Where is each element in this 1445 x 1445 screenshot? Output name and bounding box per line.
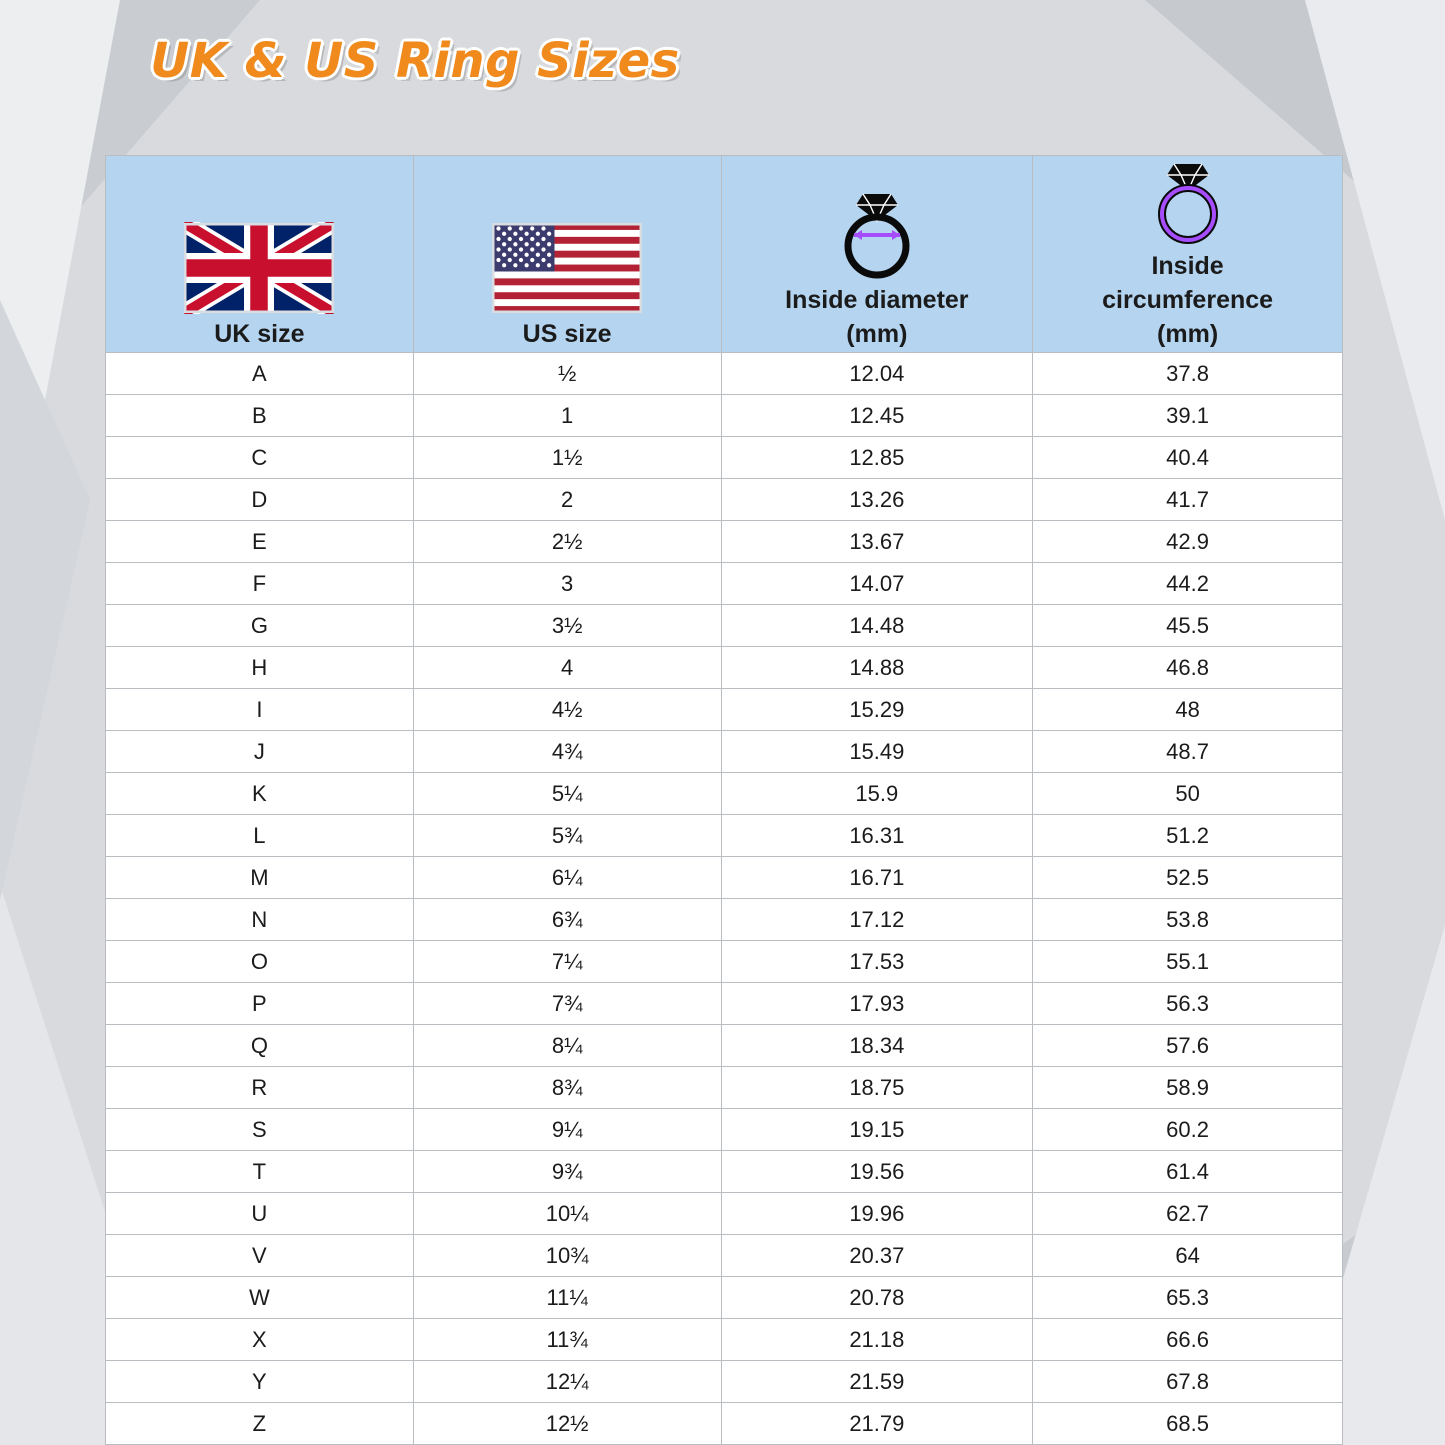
- cell-inside-circumference: 57.6: [1033, 1025, 1343, 1067]
- table-row: [106, 1361, 1343, 1403]
- table-row: [106, 1193, 1343, 1235]
- cell-inside-diameter: 16.71: [721, 857, 1033, 899]
- background-shape: [0, 300, 90, 900]
- background-shape: [0, 0, 120, 640]
- table-row: [106, 1319, 1343, 1361]
- cell-inside-diameter: 12.85: [721, 437, 1033, 479]
- cell-us-size: 2½: [413, 521, 721, 563]
- cell-inside-circumference: 64: [1033, 1235, 1343, 1277]
- cell-inside-diameter: 20.78: [721, 1277, 1033, 1319]
- page-title-text: UK & US Ring Sizes: [150, 33, 680, 89]
- table-row: [106, 521, 1343, 563]
- table-row: [106, 605, 1343, 647]
- cell-us-size: 5¾: [413, 815, 721, 857]
- cell-uk-size: A: [106, 353, 414, 395]
- cell-us-size: 4¾: [413, 731, 721, 773]
- cell-us-size: 1½: [413, 437, 721, 479]
- cell-inside-diameter: 13.67: [721, 521, 1033, 563]
- column-header-inside-circumference: [1033, 156, 1343, 353]
- ring-size-table: [105, 155, 1343, 1445]
- cell-us-size: 12½: [413, 1403, 721, 1445]
- table-row: [106, 689, 1343, 731]
- cell-inside-circumference: 68.5: [1033, 1403, 1343, 1445]
- cell-inside-diameter: 21.59: [721, 1361, 1033, 1403]
- cell-inside-circumference: 42.9: [1033, 521, 1343, 563]
- cell-inside-circumference: 53.8: [1033, 899, 1343, 941]
- cell-inside-circumference: 65.3: [1033, 1277, 1343, 1319]
- cell-inside-circumference: 58.9: [1033, 1067, 1343, 1109]
- table-row: [106, 731, 1343, 773]
- cell-uk-size: U: [106, 1193, 414, 1235]
- cell-inside-circumference: 39.1: [1033, 395, 1343, 437]
- cell-us-size: 7¾: [413, 983, 721, 1025]
- cell-inside-diameter: 15.29: [721, 689, 1033, 731]
- cell-inside-diameter: 21.79: [721, 1403, 1033, 1445]
- cell-uk-size: L: [106, 815, 414, 857]
- table-row: [106, 1067, 1343, 1109]
- cell-inside-circumference: 67.8: [1033, 1361, 1343, 1403]
- cell-inside-diameter: 16.31: [721, 815, 1033, 857]
- column-header-circumference-label-line2: circumference: [1102, 286, 1274, 314]
- cell-inside-circumference: 55.1: [1033, 941, 1343, 983]
- column-header-circumference-label-line3: (mm): [1157, 320, 1219, 348]
- cell-us-size: 7¼: [413, 941, 721, 983]
- cell-inside-circumference: 37.8: [1033, 353, 1343, 395]
- cell-inside-diameter: 17.53: [721, 941, 1033, 983]
- column-header-uk-label: UK size: [214, 320, 305, 348]
- cell-inside-circumference: 50: [1033, 773, 1343, 815]
- table-row: [106, 941, 1343, 983]
- cell-inside-diameter: 13.26: [721, 479, 1033, 521]
- cell-inside-diameter: 17.12: [721, 899, 1033, 941]
- cell-inside-circumference: 45.5: [1033, 605, 1343, 647]
- cell-inside-circumference: 41.7: [1033, 479, 1343, 521]
- cell-us-size: 4½: [413, 689, 721, 731]
- cell-uk-size: D: [106, 479, 414, 521]
- table-row: [106, 395, 1343, 437]
- cell-inside-diameter: 21.18: [721, 1319, 1033, 1361]
- cell-inside-circumference: 51.2: [1033, 815, 1343, 857]
- cell-uk-size: B: [106, 395, 414, 437]
- cell-us-size: 11¼: [413, 1277, 721, 1319]
- table-header-row: [106, 156, 1343, 353]
- table-row: [106, 815, 1343, 857]
- cell-us-size: 10¼: [413, 1193, 721, 1235]
- table-row: [106, 857, 1343, 899]
- table-row: [106, 1151, 1343, 1193]
- cell-inside-diameter: 19.56: [721, 1151, 1033, 1193]
- table-body: [106, 353, 1343, 1445]
- column-header-us-size: [413, 156, 721, 353]
- cell-uk-size: E: [106, 521, 414, 563]
- cell-inside-circumference: 60.2: [1033, 1109, 1343, 1151]
- cell-us-size: 5¼: [413, 773, 721, 815]
- cell-inside-circumference: 40.4: [1033, 437, 1343, 479]
- cell-uk-size: F: [106, 563, 414, 605]
- table-row: [106, 563, 1343, 605]
- cell-uk-size: W: [106, 1277, 414, 1319]
- cell-us-size: 12¼: [413, 1361, 721, 1403]
- cell-inside-diameter: 14.88: [721, 647, 1033, 689]
- cell-us-size: 6¼: [413, 857, 721, 899]
- cell-us-size: 10¾: [413, 1235, 721, 1277]
- cell-inside-circumference: 52.5: [1033, 857, 1343, 899]
- ring-front-view-icon: [1134, 160, 1242, 246]
- cell-us-size: 9¾: [413, 1151, 721, 1193]
- cell-uk-size: N: [106, 899, 414, 941]
- cell-us-size: 9¼: [413, 1109, 721, 1151]
- cell-inside-circumference: 56.3: [1033, 983, 1343, 1025]
- cell-inside-diameter: 14.07: [721, 563, 1033, 605]
- cell-us-size: ½: [413, 353, 721, 395]
- cell-inside-diameter: 12.45: [721, 395, 1033, 437]
- cell-inside-diameter: 18.75: [721, 1067, 1033, 1109]
- cell-inside-diameter: 12.04: [721, 353, 1033, 395]
- cell-uk-size: P: [106, 983, 414, 1025]
- cell-uk-size: O: [106, 941, 414, 983]
- table-row: [106, 353, 1343, 395]
- column-header-inside-diameter: [721, 156, 1033, 353]
- column-header-circumference-label-line1: Inside: [1151, 252, 1224, 280]
- cell-us-size: 8¼: [413, 1025, 721, 1067]
- cell-inside-circumference: 44.2: [1033, 563, 1343, 605]
- us-flag-icon: [492, 222, 642, 314]
- cell-inside-diameter: 18.34: [721, 1025, 1033, 1067]
- column-header-us-label: US size: [522, 320, 612, 348]
- table-row: [106, 773, 1343, 815]
- table-row: [106, 983, 1343, 1025]
- cell-inside-circumference: 48.7: [1033, 731, 1343, 773]
- cell-inside-diameter: 14.48: [721, 605, 1033, 647]
- cell-us-size: 2: [413, 479, 721, 521]
- table-row: [106, 1277, 1343, 1319]
- cell-us-size: 6¾: [413, 899, 721, 941]
- cell-uk-size: T: [106, 1151, 414, 1193]
- cell-uk-size: M: [106, 857, 414, 899]
- cell-inside-diameter: 17.93: [721, 983, 1033, 1025]
- table-row: [106, 437, 1343, 479]
- ring-top-view-icon: [818, 188, 936, 280]
- cell-inside-circumference: 62.7: [1033, 1193, 1343, 1235]
- cell-uk-size: H: [106, 647, 414, 689]
- column-header-diameter-label-line1: Inside diameter: [785, 286, 969, 314]
- table-row: [106, 647, 1343, 689]
- column-header-diameter-label-line2: (mm): [846, 320, 908, 348]
- column-header-uk-size: [106, 156, 414, 353]
- cell-uk-size: Z: [106, 1403, 414, 1445]
- uk-flag-icon: [184, 222, 334, 314]
- cell-us-size: 8¾: [413, 1067, 721, 1109]
- cell-us-size: 1: [413, 395, 721, 437]
- cell-inside-circumference: 61.4: [1033, 1151, 1343, 1193]
- page-title: [105, 22, 725, 100]
- cell-inside-diameter: 20.37: [721, 1235, 1033, 1277]
- cell-inside-diameter: 19.96: [721, 1193, 1033, 1235]
- cell-inside-diameter: 19.15: [721, 1109, 1033, 1151]
- cell-inside-circumference: 48: [1033, 689, 1343, 731]
- cell-uk-size: K: [106, 773, 414, 815]
- cell-us-size: 11¾: [413, 1319, 721, 1361]
- table-row: [106, 1403, 1343, 1445]
- cell-us-size: 3: [413, 563, 721, 605]
- table-row: [106, 899, 1343, 941]
- cell-uk-size: Q: [106, 1025, 414, 1067]
- cell-us-size: 3½: [413, 605, 721, 647]
- cell-inside-diameter: 15.49: [721, 731, 1033, 773]
- cell-uk-size: C: [106, 437, 414, 479]
- table-row: [106, 1235, 1343, 1277]
- cell-uk-size: S: [106, 1109, 414, 1151]
- table-row: [106, 479, 1343, 521]
- cell-inside-diameter: 15.9: [721, 773, 1033, 815]
- cell-uk-size: J: [106, 731, 414, 773]
- cell-inside-circumference: 46.8: [1033, 647, 1343, 689]
- cell-uk-size: R: [106, 1067, 414, 1109]
- table-row: [106, 1109, 1343, 1151]
- table-header: [106, 156, 1343, 353]
- cell-uk-size: V: [106, 1235, 414, 1277]
- cell-inside-circumference: 66.6: [1033, 1319, 1343, 1361]
- cell-us-size: 4: [413, 647, 721, 689]
- cell-uk-size: I: [106, 689, 414, 731]
- cell-uk-size: X: [106, 1319, 414, 1361]
- cell-uk-size: G: [106, 605, 414, 647]
- cell-uk-size: Y: [106, 1361, 414, 1403]
- table-row: [106, 1025, 1343, 1067]
